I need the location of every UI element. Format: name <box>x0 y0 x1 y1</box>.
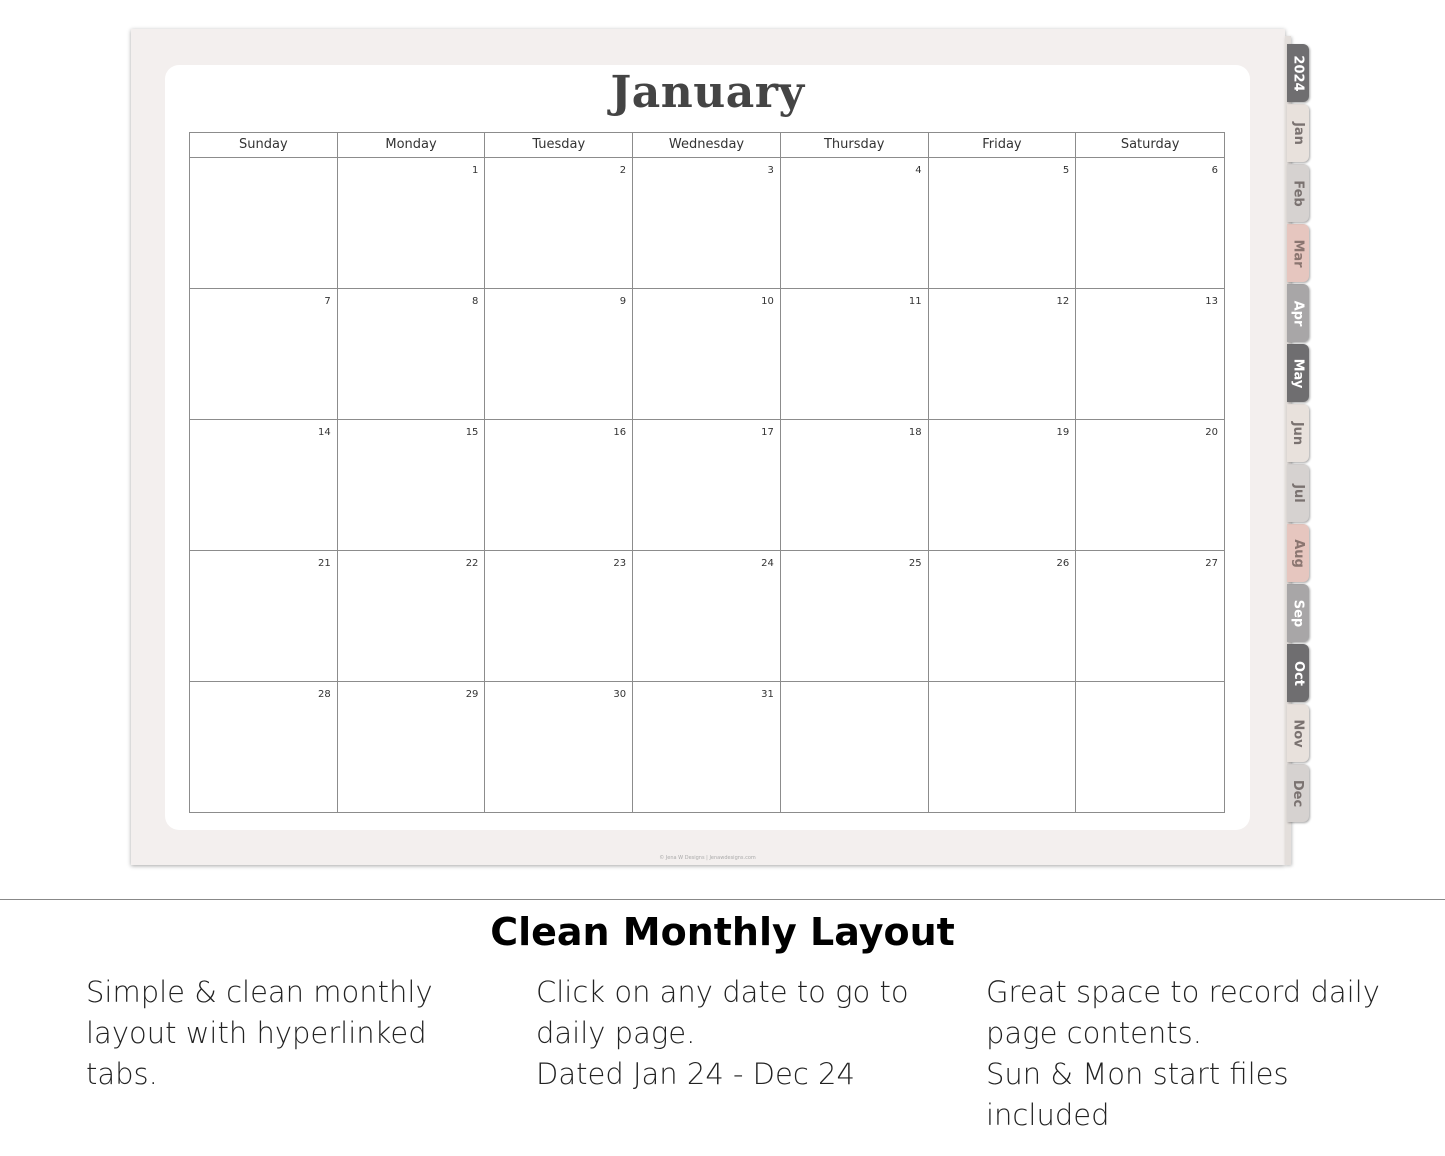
day-number: 2 <box>619 165 627 176</box>
info-line: Great space to record daily <box>986 975 1380 1009</box>
day-cell[interactable] <box>1076 551 1224 682</box>
day-number: 21 <box>317 558 331 569</box>
day-number: 4 <box>915 165 922 176</box>
day-cell[interactable] <box>781 158 929 289</box>
day-number: 31 <box>761 689 774 700</box>
day-number: 24 <box>761 558 774 569</box>
weekday-label: Sunday <box>190 133 338 157</box>
info-line: layout with hyperlinked <box>86 1016 427 1050</box>
day-cell[interactable] <box>485 158 633 289</box>
day-cell[interactable] <box>338 551 486 682</box>
tab-feb[interactable] <box>1287 164 1309 222</box>
day-cell[interactable] <box>1076 289 1224 420</box>
day-cell <box>781 682 929 813</box>
tab-dec[interactable] <box>1287 764 1309 822</box>
day-number: 12 <box>1056 296 1070 307</box>
tab-label: Apr <box>1290 300 1306 326</box>
tab-apr[interactable] <box>1287 284 1309 342</box>
day-cell[interactable] <box>338 420 486 551</box>
day-cell[interactable] <box>929 158 1077 289</box>
tab-jul[interactable] <box>1287 464 1309 522</box>
weekday-label: Friday <box>929 133 1077 157</box>
day-cell[interactable] <box>633 420 781 551</box>
day-number: 10 <box>761 296 774 307</box>
day-cell[interactable] <box>1076 420 1224 551</box>
day-number: 8 <box>472 296 479 307</box>
info-line: Dated Jan 24 - Dec 24 <box>536 1057 855 1091</box>
day-cell[interactable] <box>929 420 1077 551</box>
day-number: 14 <box>317 427 331 438</box>
tab-nov[interactable] <box>1287 704 1309 762</box>
tab-label: Jul <box>1290 483 1306 503</box>
weekday-label: Monday <box>338 133 486 157</box>
weekday-label: Tuesday <box>485 133 633 157</box>
info-line: tabs. <box>86 1057 158 1091</box>
day-cell[interactable] <box>633 551 781 682</box>
day-cell[interactable] <box>485 682 633 813</box>
day-number: 6 <box>1211 165 1218 176</box>
tab-label: Dec <box>1290 779 1306 807</box>
tab-label: 2024 <box>1290 54 1306 92</box>
info-section <box>0 899 1445 1156</box>
day-cell[interactable] <box>929 551 1077 682</box>
day-number: 29 <box>465 689 479 700</box>
tab-label: Oct <box>1290 660 1306 686</box>
copyright-footer: © Jena W Designs | Jenawdesigns.com <box>659 855 756 861</box>
day-cell[interactable] <box>338 158 486 289</box>
info-line: Sun & Mon start files <box>986 1057 1289 1091</box>
info-line: Click on any date to go to <box>536 975 909 1009</box>
day-cell[interactable] <box>190 682 338 813</box>
day-number: 25 <box>908 558 922 569</box>
day-cell <box>190 158 338 289</box>
day-number: 27 <box>1205 558 1218 569</box>
day-cell[interactable] <box>929 289 1077 420</box>
tab-aug[interactable] <box>1287 524 1309 582</box>
tab-label: Jun <box>1290 421 1306 445</box>
day-cell[interactable] <box>338 682 486 813</box>
weekday-label: Thursday <box>781 133 929 157</box>
tab-jan[interactable] <box>1287 104 1309 162</box>
day-number: 28 <box>317 689 331 700</box>
tab-jun[interactable] <box>1287 404 1309 462</box>
info-line: page contents. <box>986 1016 1202 1050</box>
info-column-3 <box>986 972 1380 1136</box>
day-number: 23 <box>613 558 627 569</box>
day-cell[interactable] <box>633 682 781 813</box>
planner-page <box>131 29 1285 865</box>
day-cell[interactable] <box>190 420 338 551</box>
day-cell[interactable] <box>781 289 929 420</box>
day-number: 5 <box>1062 165 1070 176</box>
day-cell[interactable] <box>190 551 338 682</box>
day-number: 20 <box>1205 427 1218 438</box>
day-number: 13 <box>1205 296 1218 307</box>
tab-label: Aug <box>1290 538 1306 568</box>
day-cell[interactable] <box>190 289 338 420</box>
tab-label: Mar <box>1290 238 1306 268</box>
day-number: 30 <box>613 689 627 700</box>
day-number: 11 <box>908 296 922 307</box>
day-number: 19 <box>1056 427 1070 438</box>
tab-2024[interactable] <box>1287 44 1309 102</box>
day-number: 17 <box>761 427 774 438</box>
tab-label: Feb <box>1290 179 1306 207</box>
day-number: 7 <box>324 296 331 307</box>
tab-mar[interactable] <box>1287 224 1309 282</box>
day-cell[interactable] <box>338 289 486 420</box>
day-cell[interactable] <box>485 551 633 682</box>
month-title: January <box>610 67 805 118</box>
calendar-days <box>190 158 1224 813</box>
day-number: 3 <box>767 165 774 176</box>
day-cell[interactable] <box>633 158 781 289</box>
info-line: daily page. <box>536 1016 696 1050</box>
day-number: 26 <box>1056 558 1070 569</box>
info-title: Clean Monthly Layout <box>490 910 955 954</box>
day-number: 18 <box>908 427 922 438</box>
tab-label: Nov <box>1290 718 1306 748</box>
day-number: 15 <box>465 427 479 438</box>
tab-oct[interactable] <box>1287 644 1309 702</box>
day-cell[interactable] <box>633 289 781 420</box>
tab-label: Sep <box>1290 599 1306 627</box>
weekday-label: Saturday <box>1120 137 1180 152</box>
month-calendar-grid <box>189 132 1225 813</box>
day-cell <box>929 682 1077 813</box>
tab-label: May <box>1290 358 1306 388</box>
weekday-label: Wednesday <box>633 133 781 157</box>
info-line: Simple & clean monthly <box>86 975 433 1009</box>
info-column-2 <box>536 972 909 1095</box>
day-number: 16 <box>613 427 627 438</box>
info-column-1 <box>86 972 433 1095</box>
day-cell[interactable] <box>1076 158 1224 289</box>
day-cell[interactable] <box>485 289 633 420</box>
day-cell[interactable] <box>781 551 929 682</box>
day-number: 1 <box>472 165 479 176</box>
day-number: 9 <box>619 296 627 307</box>
day-cell <box>1076 682 1224 813</box>
day-cell[interactable] <box>485 420 633 551</box>
day-number: 22 <box>465 558 479 569</box>
day-cell[interactable] <box>781 420 929 551</box>
weekday-header-row <box>190 133 1224 158</box>
tab-label: Jan <box>1290 121 1306 145</box>
tab-sep[interactable] <box>1287 584 1309 642</box>
tab-may[interactable] <box>1287 344 1309 402</box>
info-line: included <box>986 1098 1110 1132</box>
